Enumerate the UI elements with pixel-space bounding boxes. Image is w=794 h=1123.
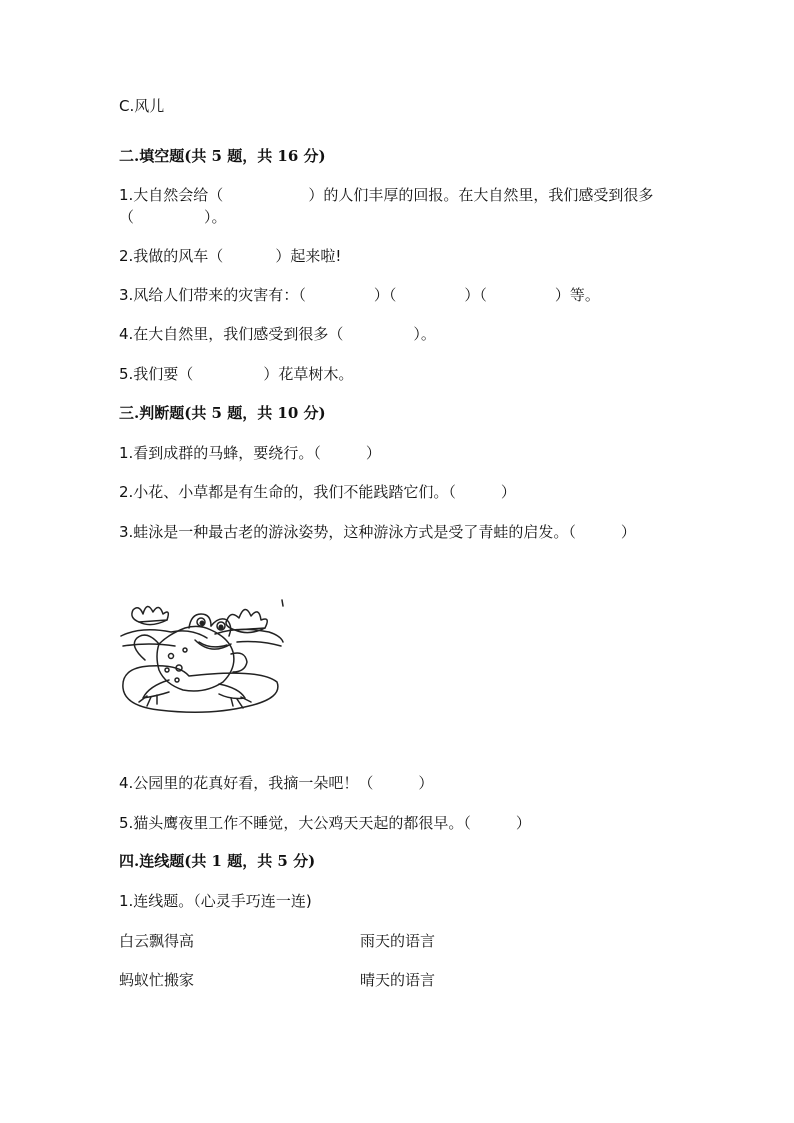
section-fill-blank-title: 二.填空题(共 5 题，共 16 分) (119, 147, 326, 165)
fill-q2-part-a: 2.我做的风车（ (119, 247, 224, 265)
fill-question-3 (119, 285, 600, 305)
fill-q5-part-b: ）花草树木。 (263, 365, 354, 383)
match-right-item[interactable]: 雨天的语言 (360, 932, 436, 950)
option-c: C.风儿 (119, 97, 165, 115)
fill-q5-part-a: 5.我们要（ (119, 365, 194, 383)
fill-q3-part-a: 3.风给人们带来的灾害有：（ (119, 286, 306, 304)
match-question-1: 1.连线题。（心灵手巧连一连) (119, 892, 312, 910)
fill-question-4 (119, 324, 436, 344)
fill-q3-part-b: ）（ (373, 286, 397, 304)
section-judge-title: 三.判断题(共 5 题，共 10 分) (119, 404, 326, 422)
fill-question-1-cont (119, 207, 227, 227)
fill-q3-part-d: ）等。 (554, 286, 600, 304)
judge-question-2: 2.小花、小草都是有生命的，我们不能践踏它们。（ ） (119, 483, 516, 501)
fill-q1-part-a: 1.大自然会给（ (119, 186, 224, 204)
fill-q4-part-b: ）。 (413, 325, 436, 343)
frog-illustration (119, 598, 285, 720)
fill-question-1 (119, 185, 653, 205)
fill-q2-part-b: ）起来啦! (275, 247, 342, 265)
match-left-item[interactable]: 蚂蚁忙搬家 (119, 971, 195, 989)
match-right-item[interactable]: 晴天的语言 (360, 971, 436, 989)
judge-question-1: 1.看到成群的马蜂，要绕行。（ ） (119, 444, 381, 462)
fill-question-5 (119, 364, 353, 384)
fill-question-2 (119, 246, 341, 266)
judge-question-3: 3.蛙泳是一种最古老的游泳姿势，这种游泳方式是受了青蛙的启发。（ ） (119, 523, 636, 541)
match-left-item[interactable]: 白云飘得高 (119, 932, 195, 950)
section-match-title: 四.连线题(共 1 题，共 5 分) (119, 852, 316, 870)
judge-question-5: 5.猫头鹰夜里工作不睡觉，大公鸡天天起的都很早。（ ） (119, 814, 531, 832)
fill-q1-part-c: （ (119, 208, 135, 226)
judge-question-4: 4.公园里的花真好看，我摘一朵吧！（ ） (119, 774, 434, 792)
fill-q1-part-b: ）的人们丰厚的回报。在大自然里，我们感受到很多 (308, 186, 654, 204)
fill-q3-part-c: ）（ (464, 286, 487, 304)
fill-q1-part-d: ）。 (204, 208, 227, 226)
fill-q4-part-a: 4.在大自然里，我们感受到很多（ (119, 325, 344, 343)
